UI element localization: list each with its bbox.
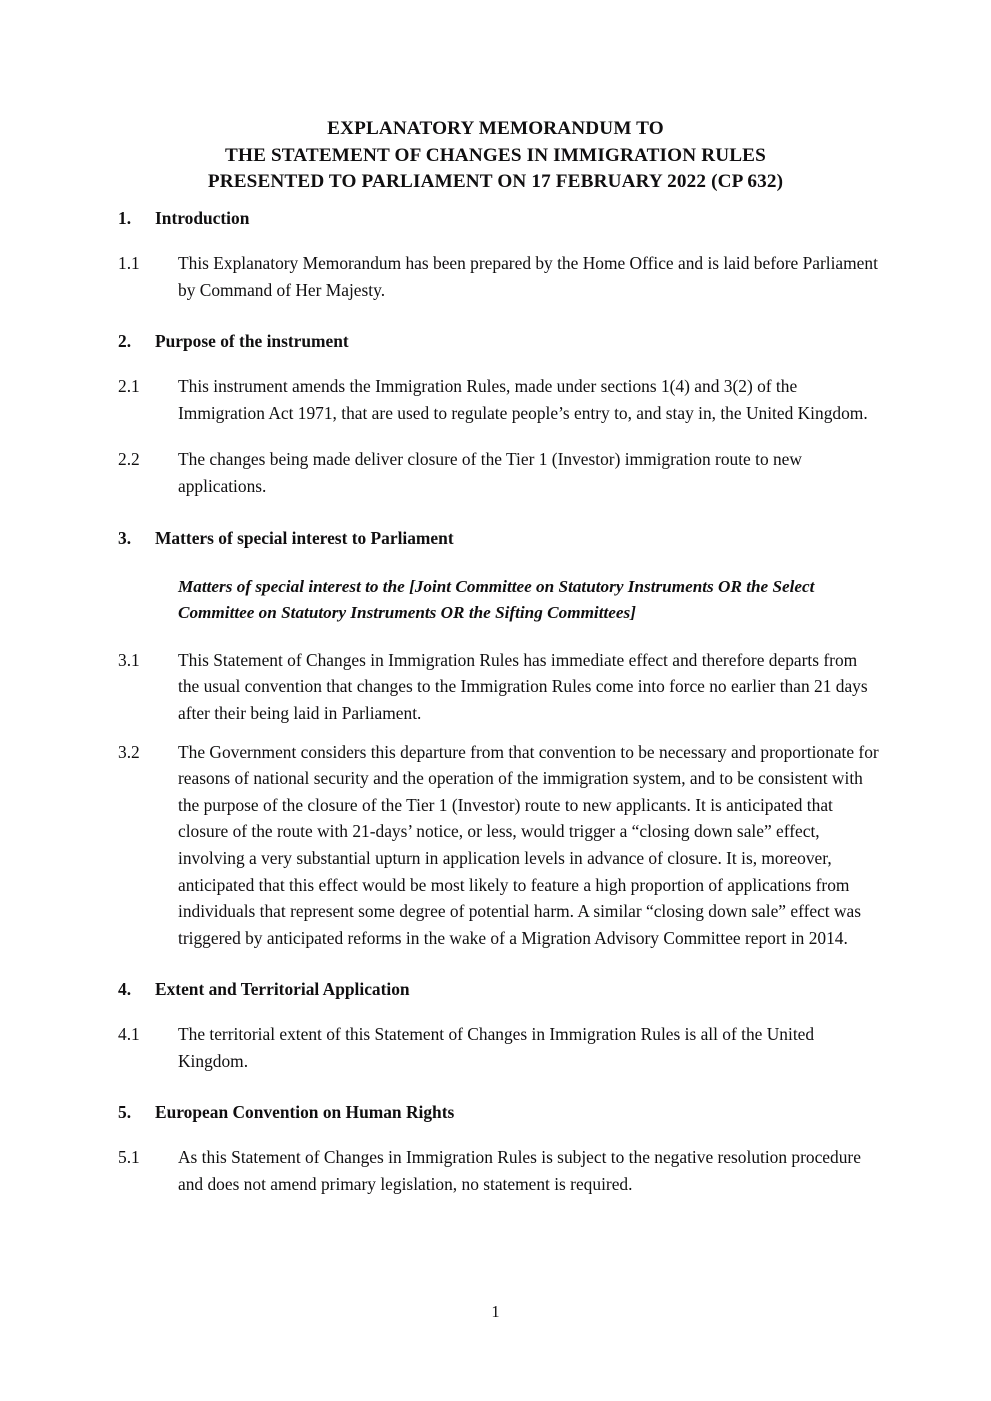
- section-heading-european-convention-on-human-rights: [0, 1100, 991, 1124]
- section-number: 4.: [118, 979, 132, 1000]
- document-body: [0, 206, 991, 1198]
- paragraph-5-1: [0, 1144, 991, 1197]
- paragraph-text: This Explanatory Memorandum has been prepared by the Home Office and is laid before Parliament by Command of Her Majesty.: [178, 253, 878, 300]
- paragraph-text: This Statement of Changes in Immigration Rules has immediate effect and therefore departs from the usual convention that changes to the Immigration Rules come into force no earlier than 21 days after their being laid in Parliament.: [178, 649, 868, 723]
- page-number: 1: [491, 1302, 500, 1321]
- section-title: Purpose of the instrument: [155, 331, 349, 352]
- paragraph-number: 2.2: [118, 449, 140, 470]
- section-title: Matters of special interest to Parliament: [155, 527, 454, 548]
- section-number: 1.: [118, 208, 132, 228]
- paragraph-text: The territorial extent of this Statement of Changes in Immigration Rules is all of the United Kingdom.: [178, 1024, 815, 1071]
- paragraph-number: 3.1: [118, 649, 140, 670]
- section-heading-purpose-of-the-instrument: [0, 329, 991, 353]
- paragraph-4-1: [0, 1021, 991, 1074]
- paragraph-number: 1.1: [118, 253, 140, 273]
- document-title-block: [0, 116, 991, 196]
- section-heading-introduction: [0, 206, 991, 230]
- paragraph-3-2: [0, 739, 991, 952]
- section-number: 3.: [118, 527, 132, 548]
- paragraph-number: 5.1: [118, 1147, 140, 1168]
- title-line-2: THE STATEMENT OF CHANGES IN IMMIGRATION RULES: [225, 144, 766, 166]
- paragraph-text: This instrument amends the Immigration Rules, made under sections 1(4) and 3(2) of the Immigration Act 1971, that are used to regulate people’s entry to, and stay in, the United Kingdom.: [178, 376, 868, 423]
- paragraph-2-2: [0, 446, 991, 499]
- section-number: 5.: [118, 1102, 132, 1123]
- paragraph-text: The changes being made deliver closure of the Tier 1 (Investor) immigration route to new applications.: [178, 449, 802, 496]
- paragraph-3-1: [0, 647, 991, 727]
- paragraph-2-1: [0, 373, 991, 426]
- section-subheading: [0, 574, 991, 627]
- paragraph-number: 3.2: [118, 741, 140, 762]
- section-title: Introduction: [155, 208, 250, 228]
- section-subheading-text: Matters of special interest to the [Joint Committee on Statutory Instruments OR the Select Committee on Statutory Instruments OR the Sifting Committees]: [178, 576, 815, 623]
- section-title: European Convention on Human Rights: [155, 1102, 455, 1123]
- section-heading-extent-and-territorial-application: [0, 977, 991, 1001]
- paragraph-text: As this Statement of Changes in Immigration Rules is subject to the negative resolution procedure and does not amend primary legislation, no statement is required.: [178, 1147, 861, 1195]
- paragraph-1-1: [0, 250, 991, 303]
- title-line-1: EXPLANATORY MEMORANDUM TO: [327, 118, 664, 139]
- paragraph-number: 4.1: [118, 1024, 140, 1045]
- section-title: Extent and Territorial Application: [155, 979, 410, 1000]
- title-line-3: PRESENTED TO PARLIAMENT ON 17 FEBRUARY 2022 (CP 632): [207, 171, 784, 192]
- paragraph-number: 2.1: [118, 376, 140, 397]
- section-heading-matters-of-special-interest-to-parliament: [0, 526, 991, 550]
- section-number: 2.: [118, 331, 132, 352]
- paragraph-text: The Government considers this departure from that convention to be necessary and proportionate for reasons of national security and the operation of the immigration system, and to be consistent with the purpose of the closure of the Tier 1 (Investor) route to new applicants. It is anticipated that closure of the route with 21-days’ notice, or less, would trigger a “closing down sale” effect, involving a very substantial upturn in application levels in advance of closure. It is, moreover, anticipated that this effect would be most likely to feature a high proportion of applications from individuals that represent some degree of potential harm. A similar “closing down sale” effect was triggered by anticipated reforms in the wake of a Migration Advisory Committee report in 2014.: [178, 741, 879, 948]
